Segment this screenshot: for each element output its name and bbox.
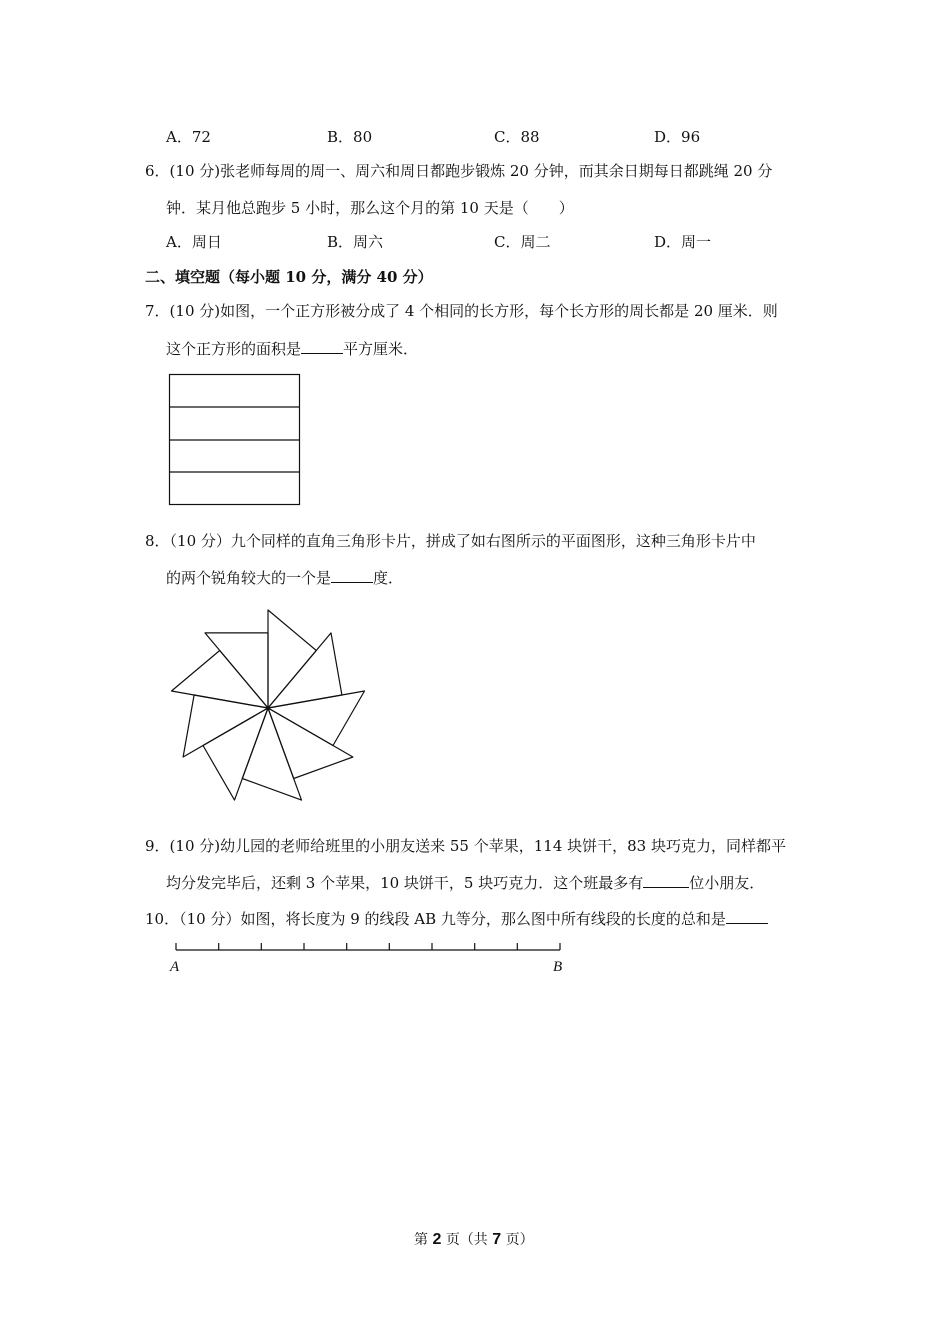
answer-blank xyxy=(726,909,768,924)
q10-line1: 10．（10 分）如图，将长度为 9 的线段 AB 九等分，那么图中所有线段的长度的总和是 xyxy=(145,909,768,929)
answer-blank xyxy=(643,873,689,888)
answer-blank xyxy=(301,339,343,354)
q6-line2: 钟．某月他总跑步 5 小时，那么这个月的第 10 天是（ ） xyxy=(166,199,574,217)
q5-option-d: D．96 xyxy=(654,128,701,146)
q6-option-a: A．周日 xyxy=(166,233,222,251)
q6-option-b: B．周六 xyxy=(327,233,384,251)
triangle-card xyxy=(183,695,268,757)
q9-line2: 均分发完毕后，还剩 3 个苹果，10 块饼干，5 块巧克力．这个班最多有 位小朋友． xyxy=(166,874,765,892)
pinwheel-triangles xyxy=(172,610,365,800)
point-b-label: B xyxy=(553,959,563,975)
q9-line1: 9．(10 分)幼儿园的老师给班里的小朋友送来 55 个苹果，114 块饼干，83 块巧克力，同样都平 xyxy=(145,837,786,855)
q5-option-c: C．88 xyxy=(494,128,540,146)
q6-option-d: D．周一 xyxy=(654,233,712,251)
q5-option-b: B．80 xyxy=(327,128,373,146)
q7-line1: 7．(10 分)如图，一个正方形被分成了 4 个相同的长方形，每个长方形的周长都是 20 厘米．则 xyxy=(145,302,778,320)
triangle-card xyxy=(268,691,365,746)
q6-line1: 6．(10 分)张老师每周的周一、周六和周日都跑步锻炼 20 分钟，而其余日期每日都跳绳 20 分 xyxy=(145,162,773,180)
answer-blank xyxy=(331,568,373,583)
page-footer: 第 2 页（共 7 页） xyxy=(414,1231,534,1248)
q5-option-a: A．72 xyxy=(166,128,211,146)
q8-line2: 的两个锐角较大的一个是 度． xyxy=(166,569,404,587)
q7-square-figure xyxy=(169,374,301,506)
triangle-card xyxy=(172,651,269,709)
segment-ticks xyxy=(176,943,560,950)
q6-option-c: C．周二 xyxy=(494,233,551,251)
triangle-card xyxy=(205,633,268,708)
point-a-label: A xyxy=(170,959,180,975)
q8-pinwheel-figure xyxy=(160,598,380,818)
q10-segment-figure xyxy=(170,940,570,980)
section-title: 二、填空题（每小题 10 分，满分 40 分） xyxy=(145,268,433,286)
q7-line2: 这个正方形的面积是 平方厘米． xyxy=(166,340,419,358)
triangle-card xyxy=(203,708,268,800)
q8-line1: 8．（10 分）九个同样的直角三角形卡片，拼成了如右图所示的平面图形，这种三角形卡片中 xyxy=(145,532,756,550)
